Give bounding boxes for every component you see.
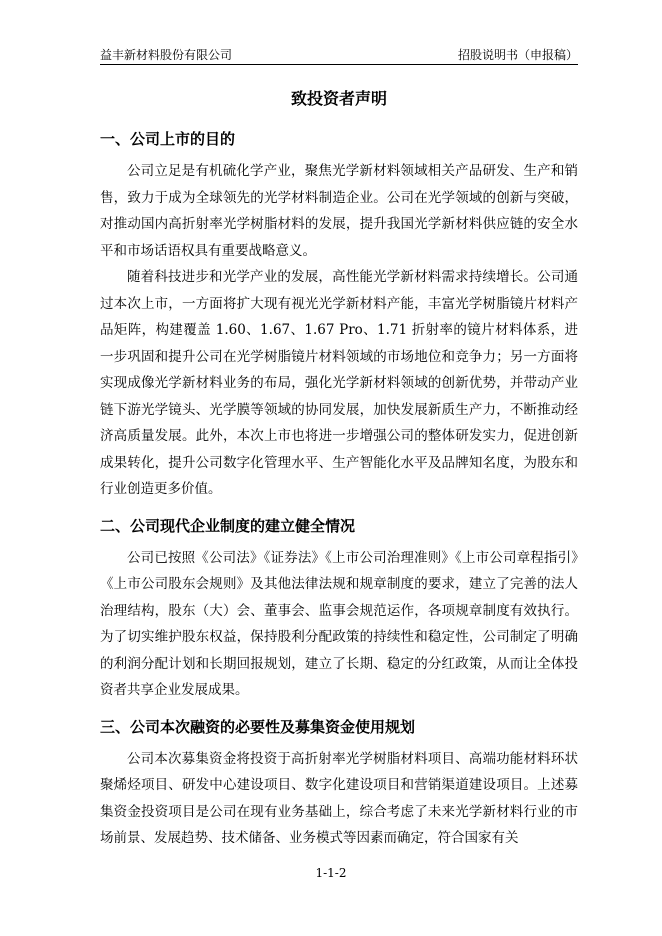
paragraph: 随着科技进步和光学产业的发展，高性能光学新材料需求持续增长。公司通过本次上市，一方面将扩大现有视光光学新材料产能，丰富光学树脂镜片材料产品矩阵，构建覆盖 1.60、1.67、1.67 Pro、1.71 折射率的镜片材料体系，进一步巩固和提升公司在光学树脂镜片材料领域的市场地位和竞争力；另一方面将实现成像光学新材料业务的布局，强化光学新材料领域的创新优势，并带动产业链下游光学镜头、光学膜等领域的协同发展，加快发展新质生产力，不断推动经济高质量发展。此外，本次上市也将进一步增强公司的整体研发实力，促进创新成果转化，提升公司数字化管理水平、生产智能化水平及品牌知名度，为股东和行业创造更多价值。 (100, 269, 578, 497)
section-financing-necessity (100, 716, 578, 852)
section-heading: 一、公司上市的目的 (100, 130, 236, 148)
paragraph: 公司立足是有机硫化学产业，聚焦光学新材料领域相关产品研发、生产和销售，致力于成为全球领先的光学材料制造企业。公司在光学领域的创新与突破，对推动国内高折射率光学树脂材料的发展，提升我国光学新材料供应链的安全水平和市场话语权具有重要战略意义。 (100, 163, 578, 259)
section-heading: 三、公司本次融资的必要性及募集资金使用规划 (100, 717, 416, 736)
page-header (100, 44, 578, 65)
section-heading: 二、公司现代企业制度的建立健全情况 (100, 516, 356, 535)
page-number: 1-1-2 (315, 866, 347, 880)
page-title: 致投资者声明 (290, 89, 387, 108)
section-listing-purpose (100, 128, 578, 503)
document-body (100, 86, 578, 852)
section-corporate-governance (100, 515, 578, 704)
paragraph: 公司已按照《公司法》《证券法》《上市公司治理准则》《上市公司章程指引》《上市公司股东会规则》及其他法律法规和规章制度的要求，建立了完善的法人治理结构，股东（大）会、董事会、监事会规范运作，各项规章制度有效执行。为了切实维护股东权益，保持股利分配政策的持续性和稳定性，公司制定了明确的利润分配计划和长期回报规划，建立了长期、稳定的分红政策，从而让全体投资者共享企业发展成果。 (100, 549, 578, 698)
paragraph: 公司本次募集资金将投资于高折射率光学树脂材料项目、高端功能材料环状聚烯烃项目、研发中心建设项目、数字化建设项目和营销渠道建设项目。上述募集资金投资项目是公司在现有业务基础上，综合考虑了未来光学新材料行业的市场前景、发展趋势、技术储备、业务模式等因素而确定，符合国家有关 (100, 750, 578, 846)
header-company-name: 益丰新材料股份有限公司 (100, 48, 233, 62)
header-document-type: 招股说明书（申报稿） (457, 48, 578, 62)
